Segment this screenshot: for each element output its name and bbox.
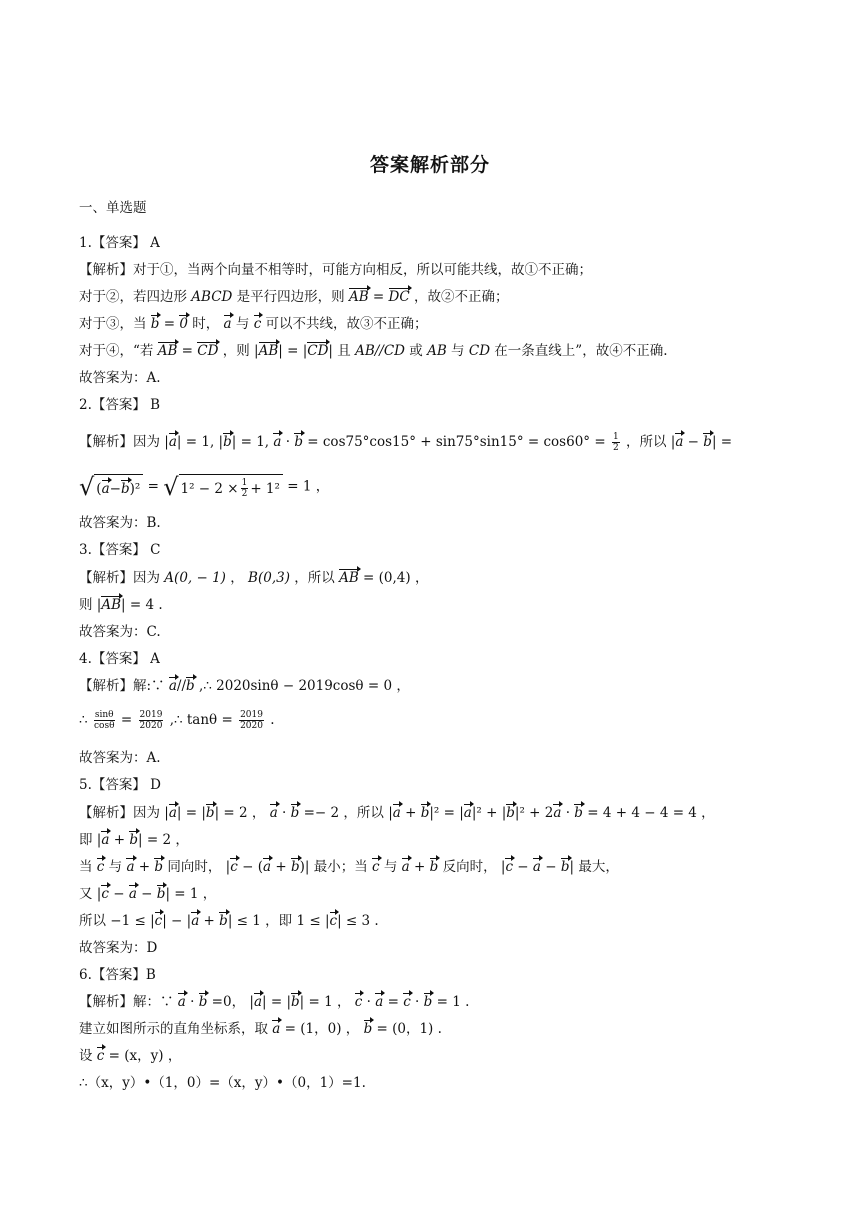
q3-answer: 3.【答案】 C	[79, 542, 161, 558]
section-heading: 一、单选题	[79, 200, 147, 216]
q6-answer: 6.【答案】B	[79, 967, 156, 983]
q1-line4: 对于④，“若 AB = CD ，则 |AB| = |CD| 且 AB//CD 或 AB 与 CD 在一条直线上”，故④不正确.	[79, 343, 668, 359]
q4-line2: ∴ $\frac{\sin\theta}{\cos\theta}$ = $\frac{2019}{2020}$ ,∴ tanθ = $\frac{2019}{2020}$ .	[79, 710, 275, 731]
q4-conclusion: 故答案为：A.	[79, 750, 161, 766]
q1-line1: 【解析】对于①，当两个向量不相等时，可能方向相反，所以可能共线，故①不正确；	[79, 262, 592, 278]
q1-answer: 1.【答案】 A	[79, 235, 160, 251]
q6-line4: ∴（x，y）•（1，0）=（x，y）•（0，1）=1.	[79, 1075, 366, 1091]
q1-conclusion: 故答案为：A.	[79, 370, 161, 386]
q4-line1: 【解析】解:∵ a//b ,∴ 2020sinθ − 2019cosθ = 0 ，	[79, 678, 410, 694]
q3-conclusion: 故答案为：C.	[79, 624, 161, 640]
q5-answer: 5.【答案】 D	[79, 777, 161, 793]
q6-line2: 建立如图所示的直角坐标系，取 a = (1，0) ， b = (0，1) .	[79, 1021, 442, 1037]
q3-line2: 则 |AB| = 4 .	[79, 597, 163, 613]
q6-line3: 设 c = (x，y) ，	[79, 1048, 182, 1064]
q5-line2: 即 |a + b| = 2 ，	[79, 832, 189, 848]
q1-line2: 对于②，若四边形 ABCD 是平行四边形，则 AB = DC ，故②不正确；	[79, 289, 509, 305]
q5-conclusion: 故答案为：D	[79, 940, 158, 956]
q1-line3: 对于③，当 b = 0 时， a 与 c 可以不共线，故③不正确；	[79, 316, 428, 332]
q5-line1: 【解析】因为 |a| = |b| = 2 ， a · b =− 2 ，所以 |a + b|² = |a|² + |b|² + 2a · b = 4 + 4 − 4 = 4 ，	[79, 805, 715, 821]
q3-line1: 【解析】因为 A(0, − 1) ， B(0,3) ，所以 AB = (0,4) ，	[79, 570, 429, 586]
q5-line5: 所以 −1 ≤ |c| − |a + b| ≤ 1 ，即 1 ≤ |c| ≤ 3 .	[79, 913, 379, 929]
page-title: 答案解析部分	[369, 154, 490, 176]
q2-line2: √ ( a − b )² = √ 1² − 2 × $\frac{1}{2}$ + 1² = 1 ，	[79, 473, 330, 501]
q5-line4: 又 |c − a − b| = 1 ，	[79, 886, 217, 902]
q5-line3: 当 c 与 a + b 同向时， |c − (a + b)| 最小；当 c 与 a + b 反向时， |c − a − b| 最大，	[79, 859, 619, 875]
q4-answer: 4.【答案】 A	[79, 651, 160, 667]
q2-answer: 2.【答案】 B	[79, 397, 161, 413]
q2-line1: 【解析】因为 |a| = 1, |b| = 1, a · b = cos75°cos15° + sin75°sin15° = cos60° = $\frac{1}{2}$ ，所以 |a − b| =	[79, 432, 733, 453]
q6-line1: 【解析】解：∵ a · b =0， |a| = |b| = 1 ， c · a = c · b = 1 .	[79, 994, 470, 1010]
q2-conclusion: 故答案为：B.	[79, 515, 161, 531]
